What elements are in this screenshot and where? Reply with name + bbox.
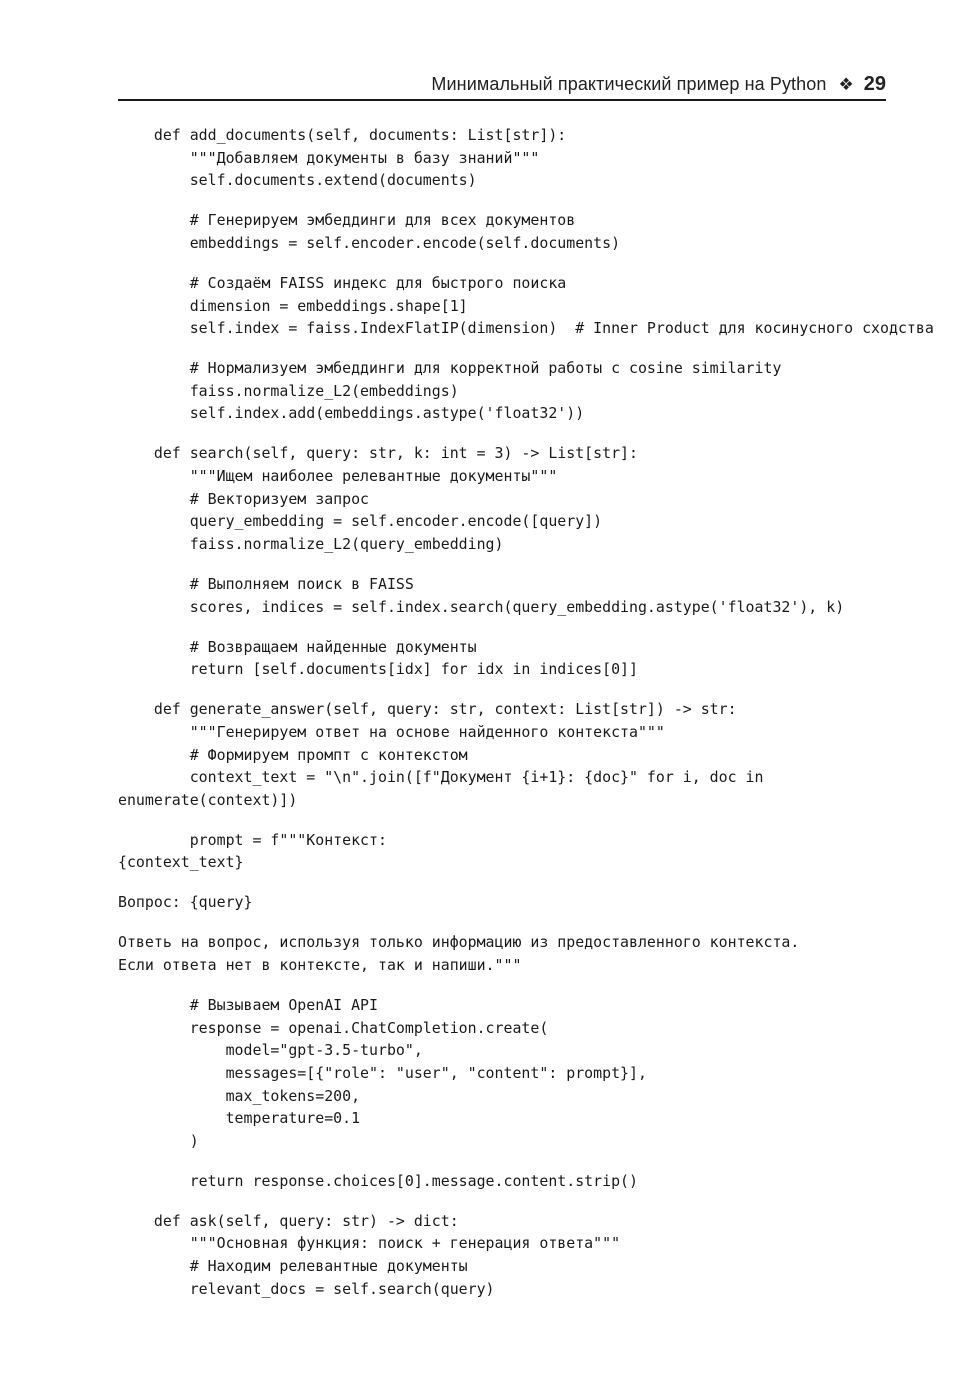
code-line: max_tokens=200, (118, 1086, 361, 1105)
blank-line (118, 914, 908, 931)
code-line: def generate_answer(self, query: str, context: List[str]) -> str: (118, 700, 737, 719)
code-line: dimension = embeddings.shape[1] (118, 296, 468, 315)
code-line: embeddings = self.encoder.encode(self.documents) (118, 233, 621, 252)
code-line: def search(self, query: str, k: int = 3) -> List[str]: (118, 444, 638, 463)
blank-line (118, 977, 908, 994)
header-title: Минимальный практический пример на Python (431, 74, 827, 94)
code-listing (118, 124, 934, 1300)
code-line: # Формируем промпт с контекстом (118, 745, 468, 764)
code-line: # Генерируем эмбеддинги для всех документов (118, 211, 576, 230)
ornament-icon: ❖ (838, 74, 854, 94)
blank-line (118, 192, 908, 209)
code-line: prompt = f"""Контекст: (118, 830, 387, 849)
page-number: 29 (863, 73, 886, 95)
code-line: scores, indices = self.index.search(query_embedding.astype('float32'), k) (118, 597, 845, 616)
code-line: context_text = "\n".join([f"Документ {i+1}: {doc}" for i, doc in (118, 768, 764, 787)
code-line: relevant_docs = self.search(query) (118, 1279, 495, 1298)
blank-line (118, 425, 908, 442)
blank-line (118, 255, 908, 272)
code-line: query_embedding = self.encoder.encode([query]) (118, 512, 603, 531)
code-line: self.index.add(embeddings.astype('float32')) (118, 404, 585, 423)
blank-line (118, 618, 908, 635)
code-line: Вопрос: {query} (118, 893, 253, 912)
blank-line (118, 1153, 908, 1170)
code-line: Если ответа нет в контексте, так и напиши.""" (118, 956, 522, 974)
blank-line (118, 681, 908, 698)
code-line: return response.choices[0].message.content.strip() (118, 1171, 638, 1190)
running-header (118, 70, 886, 101)
code-line: # Создаём FAISS индекс для быстрого поиска (118, 273, 567, 292)
code-line: # Находим релевантные документы (118, 1257, 468, 1276)
blank-line (118, 874, 908, 891)
code-line: """Добавляем документы в базу знаний""" (118, 148, 540, 167)
code-line: # Выполняем поиск в FAISS (118, 574, 414, 593)
code-line: # Возвращаем найденные документы (118, 637, 477, 656)
code-line: self.index = faiss.IndexFlatIP(dimension) # Inner Product для косинусного сходства (118, 319, 934, 338)
code-line: response = openai.ChatCompletion.create( (118, 1018, 549, 1037)
code-line: def ask(self, query: str) -> dict: (118, 1211, 459, 1230)
blank-line (118, 556, 908, 573)
code-line: {context_text} (118, 853, 244, 872)
blank-line (118, 340, 908, 357)
code-line: model="gpt-3.5-turbo", (118, 1041, 423, 1060)
code-line: def add_documents(self, documents: List[str]): (118, 126, 567, 144)
code-line: self.documents.extend(documents) (118, 171, 477, 190)
code-line: Ответь на вопрос, используя только информацию из предоставленного контекста. (118, 933, 800, 952)
code-line: # Нормализуем эмбеддинги для корректной работы с cosine similarity (118, 359, 782, 378)
code-line: temperature=0.1 (118, 1109, 361, 1128)
code-line: faiss.normalize_L2(query_embedding) (118, 535, 504, 554)
blank-line (118, 811, 908, 828)
code-line: """Генерируем ответ на основе найденного контекста""" (118, 722, 665, 741)
code-line: # Векторизуем запрос (118, 489, 370, 508)
code-line: messages=[{"role": "user", "content": prompt}], (118, 1063, 647, 1082)
code-line: enumerate(context)]) (118, 790, 298, 809)
code-line: ) (118, 1131, 199, 1150)
code-line: faiss.normalize_L2(embeddings) (118, 381, 459, 400)
code-line: return [self.documents[idx] for idx in indices[0]] (118, 660, 638, 679)
code-line: """Ищем наиболее релевантные документы""" (118, 467, 558, 486)
code-line: """Основная функция: поиск + генерация ответа""" (118, 1234, 621, 1253)
blank-line (118, 1193, 908, 1210)
code-line: # Вызываем OpenAI API (118, 995, 378, 1014)
